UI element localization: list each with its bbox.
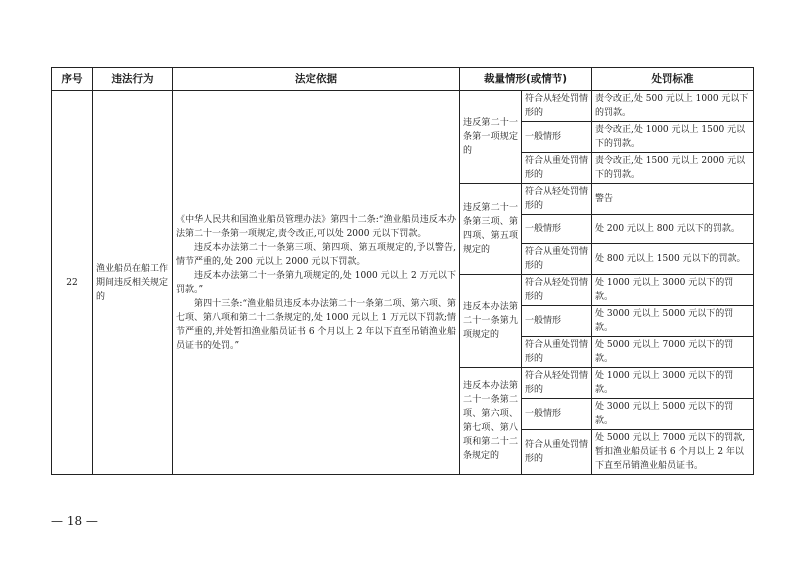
- standard-cell: 处 200 元以上 800 元以下的罚款。: [592, 215, 754, 244]
- severity-cell: 一般情形: [522, 399, 592, 430]
- severity-cell: 一般情形: [522, 122, 592, 153]
- legal-basis-paragraph: 第四十三条:“渔业船员违反本办法第二十一条第二项、第六项、第七项、第八项和第二十二条规定的,处 1000 元以上 1 万元以下罚款;情节严重的,并处暂扣渔业船员证书 6 个月以上 2 年以下直至吊销渔业船员证书的处罚。”: [176, 298, 456, 351]
- severity-cell: 符合从重处罚情形的: [522, 337, 592, 368]
- standard-cell: 处 3000 元以上 5000 元以下的罚款。: [592, 399, 754, 430]
- severity-cell: 符合从轻处罚情形的: [522, 184, 592, 215]
- table-row: [52, 91, 754, 122]
- severity-cell: 符合从轻处罚情形的: [522, 91, 592, 122]
- standard-cell: 责令改正,处 1000 元以上 1500 元以下的罚款。: [592, 122, 754, 153]
- severity-cell: 符合从重处罚情形的: [522, 244, 592, 275]
- header-discretion: 裁量情形(或情节): [460, 68, 592, 91]
- legal-basis-paragraph: 违反本办法第二十一条第九项规定的,处 1000 元以上 2 万元以下罚款。”: [176, 270, 456, 295]
- legal-basis-paragraph: 违反本办法第二十一条第三项、第四项、第五项规定的,予以警告,情节严重的,处 200 元以上 2000 元以下罚款。: [176, 242, 456, 267]
- scope-cell: 违反本办法第二十一条第九项规定的: [460, 275, 522, 368]
- standard-cell: 责令改正,处 500 元以上 1000 元以下的罚款。: [592, 91, 754, 122]
- scope-cell: 违反本办法第二十一条第二项、第六项、第七项、第八项和第二十二条规定的: [460, 368, 522, 475]
- penalty-standards-table: [51, 67, 754, 475]
- row-serial-no: 22: [52, 91, 93, 475]
- standard-cell: 处 3000 元以上 5000 元以下的罚款。: [592, 306, 754, 337]
- legal-basis-text: [173, 91, 460, 475]
- page-number: — 18 —: [51, 514, 98, 528]
- standard-cell: 责令改正,处 1500 元以上 2000 元以下的罚款。: [592, 153, 754, 184]
- standard-cell: 处 1000 元以上 3000 元以下的罚款。: [592, 368, 754, 399]
- standard-cell: 警告: [592, 184, 754, 215]
- severity-cell: 符合从轻处罚情形的: [522, 368, 592, 399]
- severity-cell: 一般情形: [522, 215, 592, 244]
- table-header-row: [52, 68, 754, 91]
- severity-cell: 符合从重处罚情形的: [522, 430, 592, 475]
- standard-cell: 处 5000 元以上 7000 元以下的罚款。: [592, 337, 754, 368]
- scope-cell: 违反第二十一条第三项、第四项、第五项规定的: [460, 184, 522, 275]
- severity-cell: 符合从重处罚情形的: [522, 153, 592, 184]
- standard-cell: 处 800 元以上 1500 元以下的罚款。: [592, 244, 754, 275]
- header-serial-no: 序号: [52, 68, 93, 91]
- standard-cell: 处 5000 元以上 7000 元以下的罚款,暂扣渔业船员证书 6 个月以上 2 年以下直至吊销渔业船员证书。: [592, 430, 754, 475]
- legal-basis-paragraph: 《中华人民共和国渔业船员管理办法》第四十二条:“渔业船员违反本办法第二十一条第一项规定,责令改正,可以处 2000 元以下罚款。: [176, 214, 456, 239]
- scope-cell: 违反第二十一条第一项规定的: [460, 91, 522, 184]
- header-penalty-standard: 处罚标准: [592, 68, 754, 91]
- severity-cell: 一般情形: [522, 306, 592, 337]
- header-violation: 违法行为: [93, 68, 173, 91]
- standard-cell: 处 1000 元以上 3000 元以下的罚款。: [592, 275, 754, 306]
- severity-cell: 符合从轻处罚情形的: [522, 275, 592, 306]
- header-legal-basis: 法定依据: [173, 68, 460, 91]
- violation-description: 渔业船员在船工作期间违反相关规定的: [93, 91, 173, 475]
